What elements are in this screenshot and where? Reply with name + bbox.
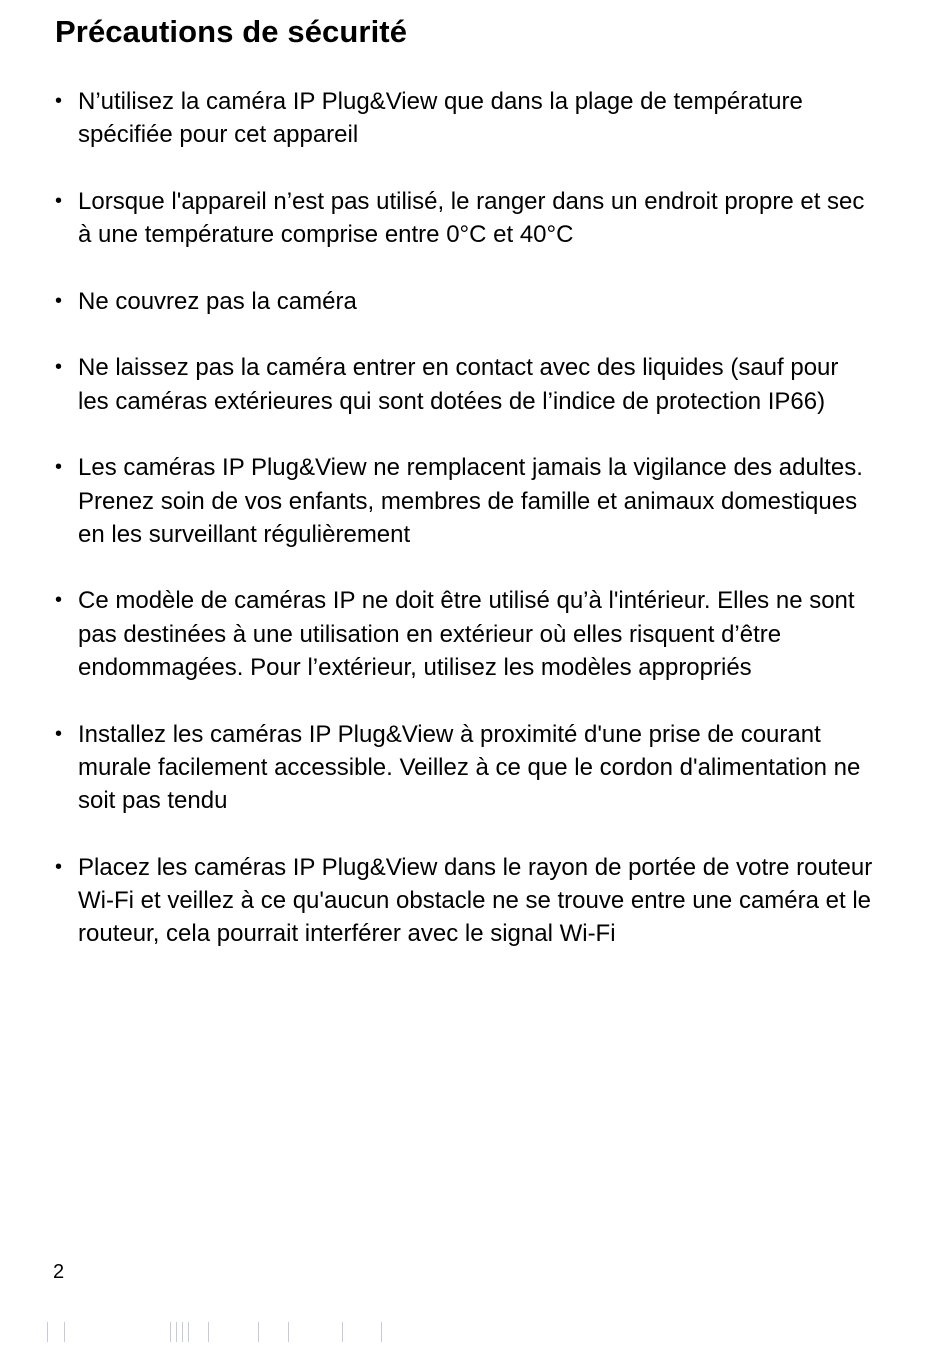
list-item [55,351,875,418]
footer-mark [188,1322,189,1342]
list-item-text: Installez les caméras IP Plug&View à proximité d'une prise de courant murale facilement accessible. Veillez à ce que le cordon d'alimentation ne soit pas tendu [78,720,861,815]
footer-mark [64,1322,65,1342]
list-item-text: Placez les caméras IP Plug&View dans le rayon de portée de votre routeur Wi-Fi et veillez à ce qu'aucun obstacle ne se trouve entre une caméra et le routeur, cela pourrait interférer avec le signal Wi-Fi [78,853,873,948]
footer-mark [170,1322,171,1342]
list-item [55,451,875,551]
list-item [55,851,875,951]
bullet-icon: • [55,90,63,112]
list-item-text: N’utilisez la caméra IP Plug&View que dans la plage de température spécifiée pour cet appareil [78,88,803,149]
list-item [55,285,875,318]
footer-mark [381,1322,382,1342]
list-item [55,85,875,152]
list-item-text: Ce modèle de caméras IP ne doit être utilisé qu’à l'intérieur. Elles ne sont pas destinées à une utilisation en extérieur où elles risquent d’être endommagées. Pour l’extérieur, utilisez les modèles appropriés [78,587,855,682]
list-item-text: Lorsque l'appareil n’est pas utilisé, le ranger dans un endroit propre et sec à une température comprise entre 0°C et 40°C [78,187,865,249]
footer-mark [288,1322,289,1342]
bullet-icon: • [55,855,63,878]
bullet-icon: • [55,722,63,745]
footer-decoration [0,1322,950,1344]
footer-mark [47,1322,48,1342]
page-title: Précautions de sécurité [55,14,408,49]
bullet-icon: • [55,589,63,612]
list-item-text: Ne laissez pas la caméra entrer en contact avec des liquides (sauf pour les caméras extérieures qui sont dotées de l’indice de protection IP66) [78,354,839,415]
bullet-icon: • [55,289,63,312]
list-item [55,584,875,684]
footer-mark [258,1322,259,1342]
footer-mark [176,1322,177,1342]
bullet-icon: • [55,356,63,379]
footer-mark [182,1322,183,1342]
bullet-icon: • [55,456,63,479]
bullet-icon: • [55,189,63,212]
list-item-text: Les caméras IP Plug&View ne remplacent jamais la vigilance des adultes. Prenez soin de vos enfants, membres de famille et animaux domestiques en les surveillant régulièrement [78,454,863,548]
footer-mark [342,1322,343,1342]
precautions-list [55,85,875,984]
list-item-text: Ne couvrez pas la caméra [78,287,357,315]
page-number: 2 [53,1261,65,1283]
list-item [55,185,875,252]
list-item [55,718,875,818]
footer-mark [208,1322,209,1342]
